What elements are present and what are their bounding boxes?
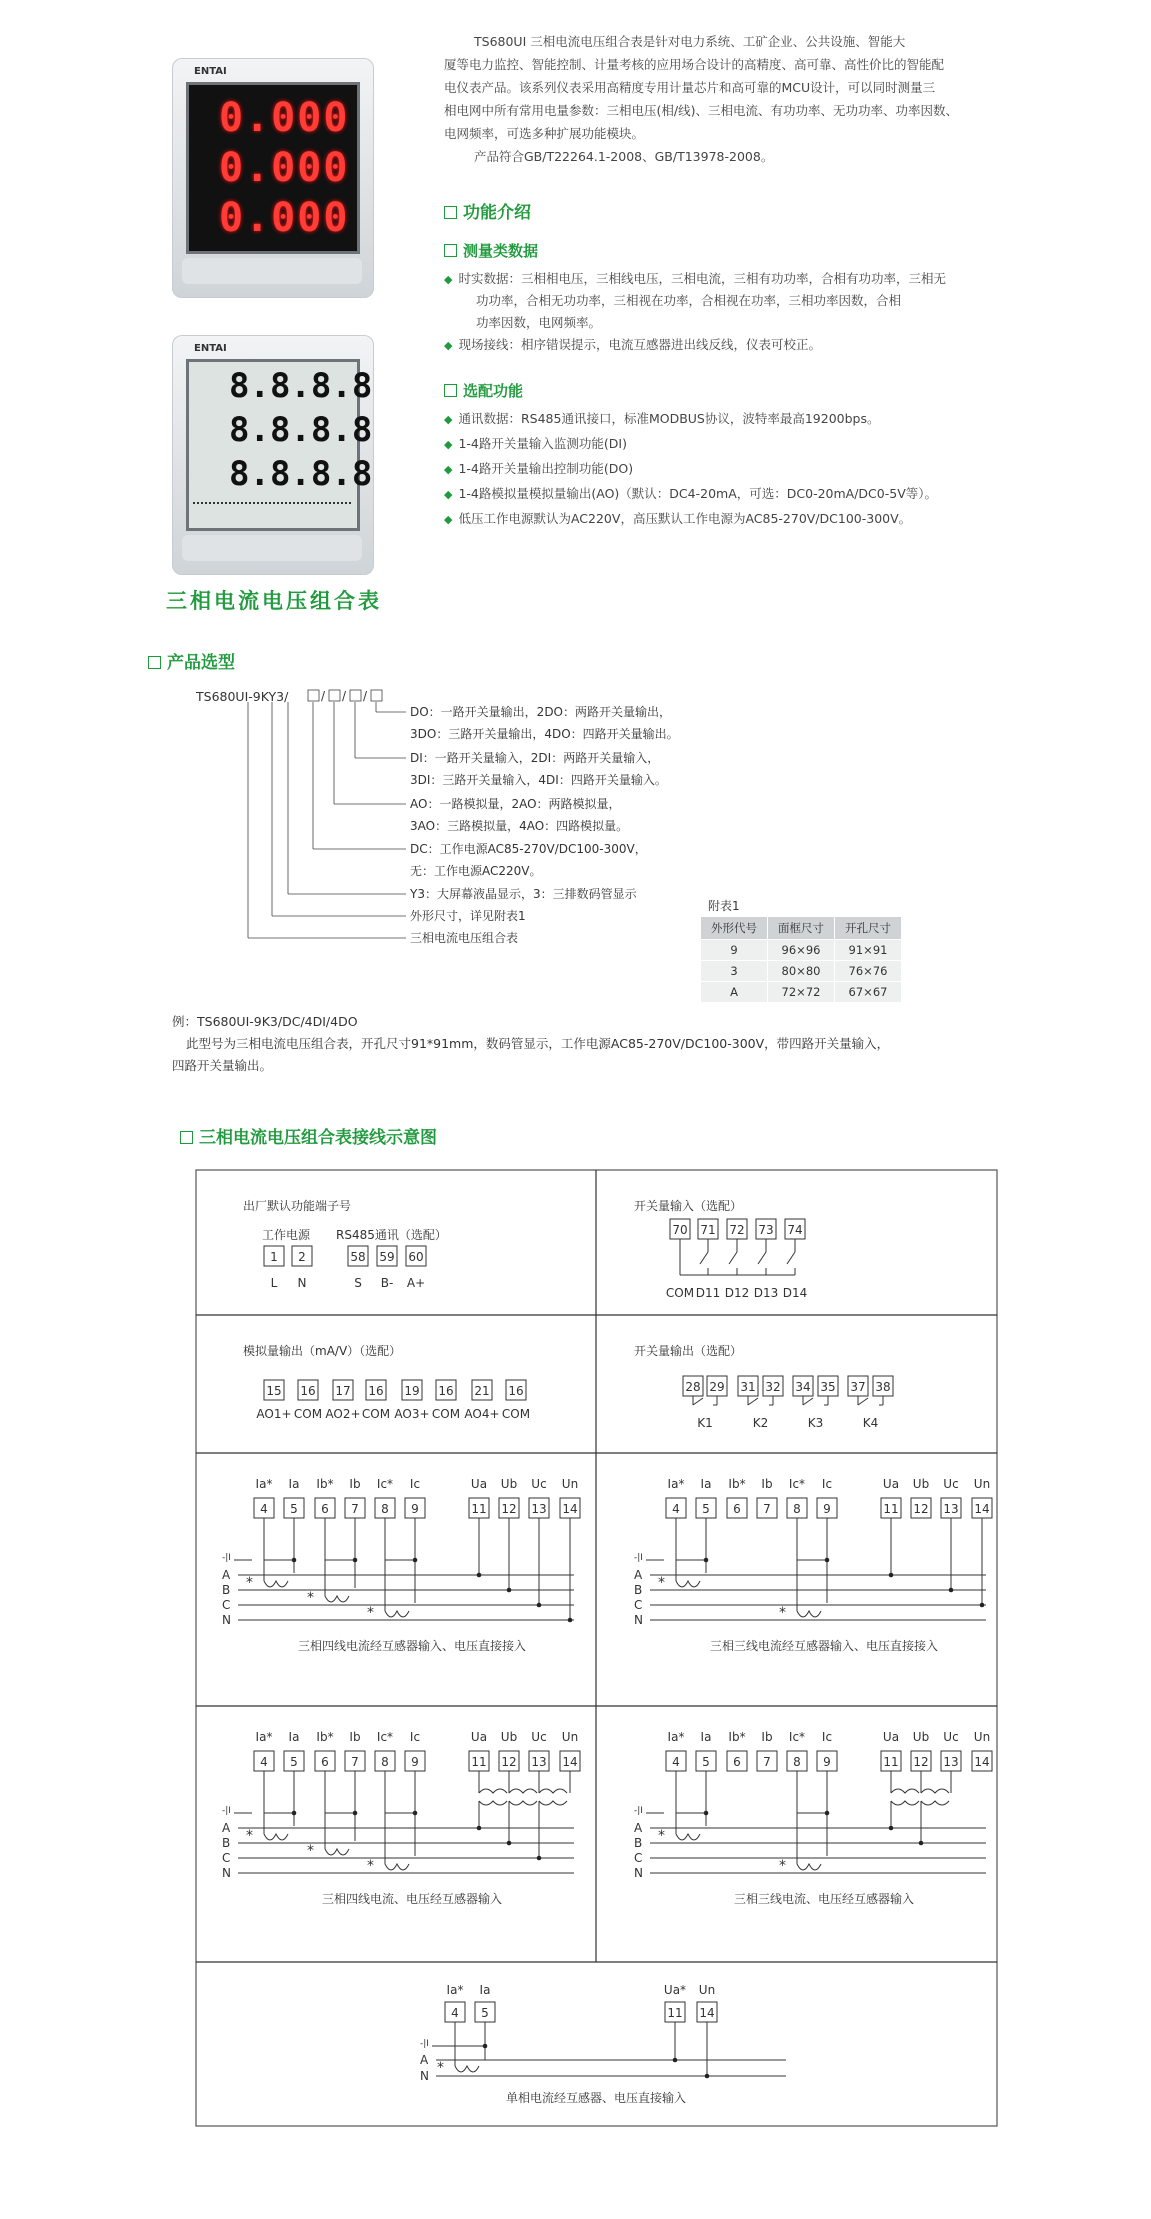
terminal-number: 9 [823,1502,831,1516]
terminal-number: 12 [501,1755,517,1769]
phase-signal: Uc [531,1730,547,1744]
single-signal: Un [698,1983,716,1997]
junction-dot [705,2074,710,2079]
phase-signal: Ia* [255,1477,273,1491]
ground-mark: -|I [420,2039,429,2049]
phase-signal: Ua [470,1730,488,1744]
ct-polarity-mark: * [246,1575,253,1591]
selection-note: 三相电流电压组合表 [410,931,519,945]
terminal-number: 15 [266,1384,282,1398]
phase-signal: Ub [500,1730,518,1744]
di-signal: COM [665,1286,695,1300]
phase-signal: Ia* [667,1730,685,1744]
phase-signal: Ib [349,1730,361,1744]
phase-signal: Uc [943,1477,959,1491]
rs485-signal: B- [380,1276,394,1290]
di-title: 开关量输入（选配） [634,1199,743,1213]
line-label: N [634,1866,643,1880]
intro-line: 相电网中所有常用电量参数：三相电压(相/线)、三相电流、有功功率、无功功率、功率因数、 [444,103,958,118]
single-signal: Ia* [446,1983,464,1997]
terminal-number: 6 [733,1502,741,1516]
terminal-number: 8 [381,1502,389,1516]
terminal-number: 2 [298,1250,306,1264]
ct-coil [797,1611,821,1617]
terminal-number: 7 [351,1755,359,1769]
junction-dot [477,1573,482,1578]
terminal-number: 4 [672,1502,680,1516]
selection-note: DC：工作电源AC85-270V/DC100-300V， [410,842,647,856]
line-label: C [222,1851,231,1865]
terminal-number: 4 [672,1755,680,1769]
phase-signal: Ib [761,1730,773,1744]
ct-coil [385,1864,409,1870]
terminal-number: 4 [451,2006,459,2020]
spec-table-cell: 67×67 [835,982,902,1003]
lcd-row-3: 8.8.8.8 [229,454,373,494]
phase-signal: Ua [470,1477,488,1491]
terminal-number: 5 [702,1755,710,1769]
terminal-number: 8 [793,1502,801,1516]
phase-signal: Ic* [788,1730,806,1744]
power-signal: N [297,1276,307,1290]
spec-table-cell: 91×91 [835,940,902,961]
rs485-signal: A+ [406,1276,426,1290]
di-signal: D14 [782,1286,808,1300]
ct-coil [325,1849,349,1855]
ct-coil [264,1834,288,1840]
ct-coil [676,1581,700,1587]
ct-coil [325,1596,349,1602]
terminal-number: 16 [438,1384,454,1398]
ground-mark: -|I [634,1806,643,1816]
phase-signal: Ia [700,1730,712,1744]
terminal-number: 29 [709,1380,725,1394]
junction-dot [980,1603,985,1608]
measure-item: ◆ 时实数据：三相相电压，三相线电压，三相电流，三相有功功率，合相有功功率，三相无 [444,271,946,286]
terminal-number: 11 [471,1755,487,1769]
ao-signal: AO2+ [325,1407,361,1421]
phase-signal: Ib* [728,1477,746,1491]
terminal-number: 9 [411,1755,419,1769]
line-label: N [222,1866,231,1880]
product-name: 三相电流电压组合表 [166,589,382,613]
ct-coil [264,1581,288,1587]
line-label: B [634,1583,643,1597]
spec-table-header: 面框尺寸 [768,917,835,940]
intro-line: 电仪表产品。该系列仪表采用高精度专用计量芯片和高可靠的MCU设计，可以同时测量三 [444,80,936,95]
phase-signal: Ic* [788,1477,806,1491]
spec-table-cell: 96×96 [768,940,835,961]
lcd-row-2: 8.8.8.8 [229,410,373,450]
do-signal: K2 [752,1416,769,1430]
ground-mark: -|I [634,1553,643,1563]
option-item: ◆ 1-4路模拟量模拟量输出(AO)（默认：DC4-20mA，可选：DC0-20mA/DC0-5V等）。 [444,486,937,501]
terminal-number: 28 [685,1380,701,1394]
spec-table-title: 附表1 [708,899,740,913]
option-item: ◆ 1-4路开关量输出控制功能(DO) [444,461,634,476]
terminal-number: 73 [758,1223,774,1237]
wiring-title: 三相电流电压组合表接线示意图 [180,1123,437,1148]
model-code: TS680UI-9KY3/ [196,689,289,704]
junction-dot [919,1841,924,1846]
terminal-number: 32 [765,1380,781,1394]
pt-winding [891,1789,919,1793]
phase-signal: Uc [943,1730,959,1744]
terminal-number: 14 [562,1755,578,1769]
terminal-number: 13 [943,1502,959,1516]
measure-item: ◆ 现场接线：相序错误提示，电流互感器进出线反线，仪表可校正。 [444,337,821,352]
terminal-number: 5 [702,1502,710,1516]
meter-digit-row-2: 0.000 [219,145,350,191]
phase-signal: Un [973,1477,991,1491]
ct-polarity-mark: * [246,1828,253,1844]
terminal-number: 1 [270,1250,278,1264]
selection-note: 无：工作电源AC220V。 [410,864,542,878]
selection-title: 产品选型 [148,648,235,673]
phase-signal: Ic [821,1730,833,1744]
di-signal: D13 [753,1286,779,1300]
pt-winding [479,1801,507,1805]
terminal-number: 8 [381,1755,389,1769]
terminal-number: 12 [913,1755,929,1769]
power-label: 工作电源 [262,1228,311,1242]
selection-note: Y3：大屏幕液晶显示，3：三排数码管显示 [410,887,637,901]
terminal-number: 59 [379,1250,395,1264]
wiring-caption: 三相四线电流、电压经互感器输入 [321,1892,503,1906]
terminal-number: 21 [474,1384,490,1398]
spec-table-cell: 80×80 [768,961,835,982]
selection-note: DI：一路开关量输入，2DI：两路开关量输入， [410,751,660,765]
pt-winding [509,1801,537,1805]
terminal-number: 6 [321,1755,329,1769]
phase-signal: Ia [700,1477,712,1491]
terminal-number: 5 [481,2006,489,2020]
line-label: B [222,1583,231,1597]
ao-signal: AO1+ [256,1407,292,1421]
terminal-number: 7 [351,1502,359,1516]
phase-signal: Ic [409,1730,421,1744]
terminal-number: 6 [321,1502,329,1516]
intro-line: 厦等电力监控、智能控制、计量考核的应用场合设计的高精度、高可靠、高性价比的智能配 [444,57,945,72]
terminal-number: 4 [260,1755,268,1769]
terminal-number: 12 [913,1502,929,1516]
measure-item: 功率因数，电网频率。 [476,315,602,330]
ao-signal: COM [361,1407,391,1421]
option-title: 选配功能 [444,380,523,401]
terminal-number: 13 [531,1502,547,1516]
phase-signal: Ib [349,1477,361,1491]
junction-dot [537,1603,542,1608]
di-signal: D12 [724,1286,750,1300]
terminal-number: 31 [740,1380,756,1394]
phase-signal: Ua [882,1730,900,1744]
ao-signal: COM [431,1407,461,1421]
terminal-number: 12 [501,1502,517,1516]
phase-signal: Ib* [728,1730,746,1744]
example-line-1: 此型号为三相电流电压组合表，开孔尺寸91*91mm，数码管显示，工作电源AC85-270V/DC100-300V，带四路开关量输入， [186,1036,890,1051]
spec-table-cell: 72×72 [768,982,835,1003]
phase-signal: Ib* [316,1730,334,1744]
power-signal: L [270,1276,278,1290]
terminal-number: 14 [974,1502,990,1516]
do-signal: K3 [807,1416,824,1430]
ct-polarity-mark: * [307,1843,314,1859]
ct-polarity-mark: * [367,1605,374,1621]
terminal-number: 5 [290,1502,298,1516]
phase-signal: Ic [821,1477,833,1491]
ct-polarity-mark: * [367,1858,374,1874]
do-title: 开关量输出（选配） [634,1344,743,1358]
intro-standard: 产品符合GB/T22264.1-2008、GB/T13978-2008。 [474,149,774,164]
terminal-number: 5 [290,1755,298,1769]
ao-signal: AO3+ [394,1407,430,1421]
terminal-number: 70 [672,1223,688,1237]
line-label: A [222,1821,231,1835]
phase-signal: Ua [882,1477,900,1491]
wiring-caption: 单相电流经互感器、电压直接输入 [505,2091,687,2105]
line-label: N [420,2069,429,2083]
terminal-number: 60 [408,1250,424,1264]
lcd-row-1: 8.8.8.8 [229,366,373,406]
phase-signal: Ia [288,1477,300,1491]
rs485-signal: S [354,1276,362,1290]
ao-signal: AO4+ [464,1407,500,1421]
svg-text:/: / [363,689,368,703]
single-signal: Ua* [663,1983,687,1997]
terminal-number: 13 [531,1755,547,1769]
spec-table-cell: A [701,982,768,1003]
terminal-number: 58 [350,1250,366,1264]
line-label: C [222,1598,231,1612]
phase-signal: Un [561,1477,579,1491]
measure-title: 测量类数据 [444,240,538,261]
ct-polarity-mark: * [779,1605,786,1621]
junction-dot [537,1856,542,1861]
line-label: C [634,1598,643,1612]
example-line-2: 四路开关量输出。 [172,1058,273,1073]
terminal-number: 16 [300,1384,316,1398]
selection-note: 3DI：三路开关量输入，4DI：四路开关量输入。 [410,773,667,787]
meter-digit-row-1: 0.000 [219,95,350,141]
pt-winding [921,1789,949,1793]
terminal-number: 71 [700,1223,716,1237]
terminal-number: 7 [763,1502,771,1516]
di-signal: D11 [695,1286,721,1300]
terminal-number: 8 [793,1755,801,1769]
selection-note: 外形尺寸，详见附表1 [410,909,526,923]
pt-winding [539,1801,567,1805]
wiring-caption: 三相三线电流经互感器输入、电压直接接入 [709,1639,939,1653]
terminal-number: 72 [729,1223,745,1237]
pt-winding [921,1801,949,1805]
meter-digit-row-3: 0.000 [219,195,350,241]
phase-signal: Ia [288,1730,300,1744]
selection-note: AO：一路模拟量，2AO：两路模拟量， [410,797,621,811]
selection-note: 3DO：三路开关量输出，4DO：四路开关量输出。 [410,727,679,741]
junction-dot [568,1618,573,1623]
line-label: C [634,1851,643,1865]
single-signal: Ia [479,1983,491,1997]
intro-line: 电网频率，可选多种扩展功能模块。 [444,126,645,141]
default-terminals-title: 出厂默认功能端子号 [243,1199,352,1213]
do-signal: K4 [862,1416,879,1430]
terminal-number: 74 [787,1223,803,1237]
terminal-number: 38 [875,1380,891,1394]
junction-dot [477,1826,482,1831]
pt-winding [539,1789,567,1793]
ground-mark: -|I [222,1553,231,1563]
pt-winding [509,1789,537,1793]
line-label: A [634,1568,643,1582]
junction-dot [507,1841,512,1846]
meter-brand: ENTAI [194,66,227,77]
selection-note: 3AO：三路模拟量，4AO：四路模拟量。 [410,819,629,833]
spec-table-header: 外形代号 [701,917,768,940]
phase-signal: Ia* [667,1477,685,1491]
line-label: N [222,1613,231,1627]
phase-signal: Ub [912,1477,930,1491]
phase-signal: Ub [912,1730,930,1744]
junction-dot [889,1573,894,1578]
terminal-number: 17 [335,1384,351,1398]
line-label: B [634,1836,643,1850]
line-label: A [222,1568,231,1582]
terminal-number: 7 [763,1755,771,1769]
phase-signal: Ic [409,1477,421,1491]
ao-title: 模拟量输出（mA/V）（选配） [243,1344,402,1358]
terminal-number: 19 [404,1384,420,1398]
terminal-number: 34 [795,1380,811,1394]
ground-mark: -|I [222,1806,231,1816]
do-signal: K1 [697,1416,713,1430]
phase-signal: Ia* [255,1730,273,1744]
rs485-label: RS485通讯（选配） [336,1228,447,1242]
spec-table-cell: 9 [701,940,768,961]
example-title: 例：TS680UI-9K3/DC/4DI/4DO [172,1014,358,1029]
phase-signal: Un [973,1730,991,1744]
ct-polarity-mark: * [779,1858,786,1874]
ao-signal: COM [501,1407,531,1421]
ct-coil [797,1864,821,1870]
terminal-number: 14 [562,1502,578,1516]
svg-text:/: / [342,689,347,703]
terminal-number: 37 [850,1380,866,1394]
selection-note: DO：一路开关量输出，2DO：两路开关量输出， [410,705,672,719]
line-label: B [222,1836,231,1850]
line-label: A [634,1821,643,1835]
intro-line: TS680UI 三相电流电压组合表是针对电力系统、工矿企业、公共设施、智能大 [474,34,906,49]
ct-coil [385,1611,409,1617]
ct-coil [676,1834,700,1840]
ct-polarity-mark: * [658,1575,665,1591]
option-item: ◆ 通讯数据：RS485通讯接口，标准MODBUS协议，波特率最高19200bps。 [444,411,880,426]
option-item: ◆ 1-4路开关量输入监测功能(DI) [444,436,627,451]
svg-text:/: / [321,689,326,703]
line-label: N [634,1613,643,1627]
terminal-number: 14 [699,2006,715,2020]
phase-signal: Un [561,1730,579,1744]
ct-polarity-mark: * [658,1828,665,1844]
terminal-number: 4 [260,1502,268,1516]
junction-dot [949,1588,954,1593]
junction-dot [673,2058,678,2063]
junction-dot [889,1826,894,1831]
option-item: ◆ 低压工作电源默认为AC220V，高压默认工作电源为AC85-270V/DC100-300V。 [444,511,912,526]
pt-winding [479,1789,507,1793]
line-label: A [420,2053,429,2067]
phase-signal: Ub [500,1477,518,1491]
terminal-number: 11 [667,2006,683,2020]
terminal-number: 9 [823,1755,831,1769]
terminal-number: 35 [820,1380,836,1394]
terminal-number: 9 [411,1502,419,1516]
wiring-caption: 三相三线电流、电压经互感器输入 [733,1892,915,1906]
spec-table-header: 开孔尺寸 [835,917,902,940]
functions-title: 功能介绍 [444,198,531,223]
ct-polarity-mark: * [437,2060,444,2076]
pt-winding [891,1801,919,1805]
junction-dot [507,1588,512,1593]
spec-table-cell: 76×76 [835,961,902,982]
ao-signal: COM [293,1407,323,1421]
terminal-number: 11 [471,1502,487,1516]
ct-coil [455,2066,479,2072]
meter-brand: ENTAI [194,343,227,354]
terminal-number: 16 [368,1384,384,1398]
terminal-number: 14 [974,1755,990,1769]
terminal-number: 13 [943,1755,959,1769]
measure-item: 功功率，合相无功功率，三相视在功率，合相视在功率，三相功率因数，合相 [476,293,902,308]
ct-polarity-mark: * [307,1590,314,1606]
terminal-number: 16 [508,1384,524,1398]
spec-table-cell: 3 [701,961,768,982]
terminal-number: 11 [883,1502,899,1516]
phase-signal: Ic* [376,1730,394,1744]
phase-signal: Uc [531,1477,547,1491]
phase-signal: Ib* [316,1477,334,1491]
terminal-number: 6 [733,1755,741,1769]
phase-signal: Ib [761,1477,773,1491]
terminal-number: 11 [883,1755,899,1769]
wiring-caption: 三相四线电流经互感器输入、电压直接接入 [297,1639,527,1653]
phase-signal: Ic* [376,1477,394,1491]
